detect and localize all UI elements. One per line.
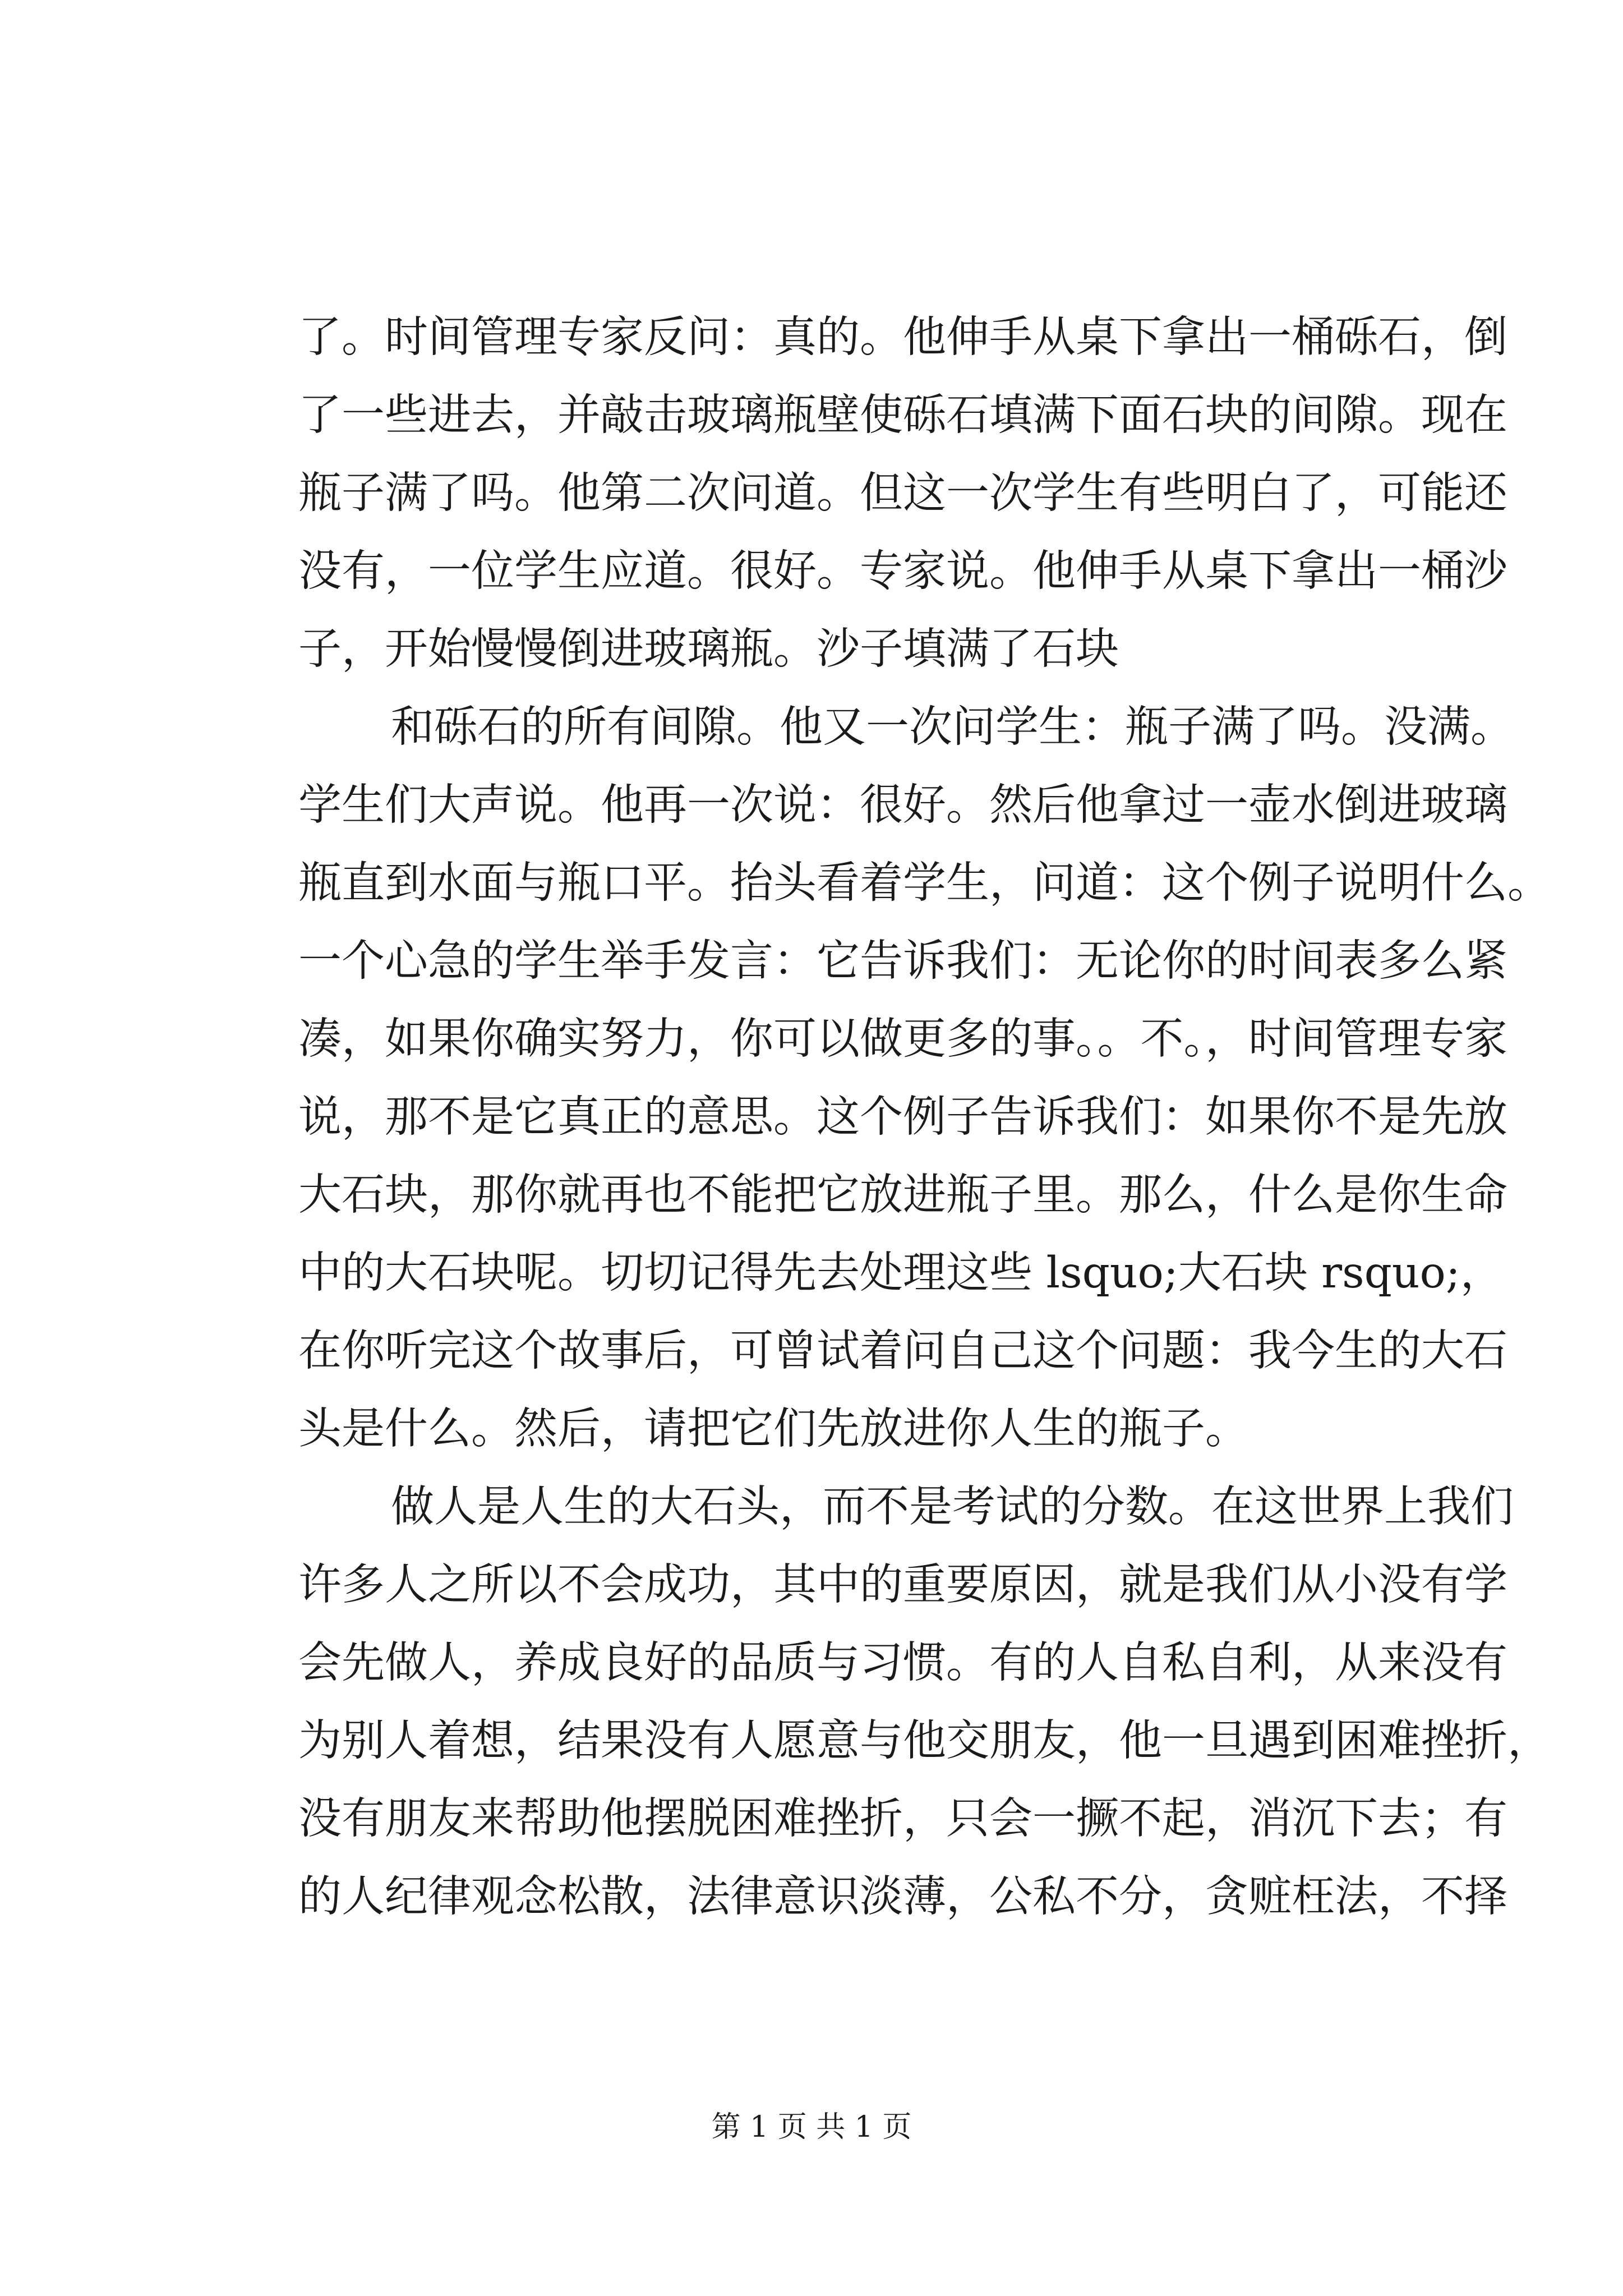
text-line: 大石块，那你就再也不能把它放进瓶子里。那么，什么是你生命 bbox=[298, 1170, 1507, 1220]
paragraph-3 bbox=[298, 1468, 1551, 1936]
text-line: 在你听完这个故事后，可曾试着问自己这个问题：我今生的大石 bbox=[298, 1326, 1507, 1376]
text-line: 为别人着想，结果没有人愿意与他交朋友，他一旦遇到困难挫折， bbox=[298, 1716, 1551, 1766]
text-line: 中的大石块呢。切切记得先去处理这些 lsquo;大石块 rsquo;， bbox=[298, 1248, 1504, 1298]
text-line: 子，开始慢慢倒进玻璃瓶。沙子填满了石块 bbox=[298, 624, 1119, 674]
text-line: 没有朋友来帮助他摆脱困难挫折，只会一撅不起，消沉下去；有 bbox=[298, 1794, 1507, 1844]
text-line: 的人纪律观念松散，法律意识淡薄，公私不分，贪赃枉法，不择 bbox=[298, 1872, 1507, 1922]
document-body bbox=[298, 298, 1551, 1936]
text-line: 许多人之所以不会成功，其中的重要原因，就是我们从小没有学 bbox=[298, 1560, 1507, 1610]
text-line: 了一些进去，并敲击玻璃瓶壁使砾石填满下面石块的间隙。现在 bbox=[298, 390, 1507, 440]
page-number-footer: 第 1 页 共 1 页 bbox=[711, 2110, 912, 2144]
text-line: 凑，如果你确实努力，你可以做更多的事。。不。，时间管理专家 bbox=[298, 1014, 1507, 1064]
paragraph-1 bbox=[298, 298, 1507, 688]
text-line: 没有，一位学生应道。很好。专家说。他伸手从桌下拿出一桶沙 bbox=[298, 546, 1507, 596]
text-line: 瓶子满了吗。他第二次问道。但这一次学生有些明白了，可能还 bbox=[298, 468, 1507, 518]
text-line: 学生们大声说。他再一次说：很好。然后他拿过一壶水倒进玻璃 bbox=[298, 780, 1507, 830]
text-line: 做人是人生的大石头，而不是考试的分数。在这世界上我们 bbox=[391, 1482, 1514, 1532]
text-line: 头是什么。然后，请把它们先放进你人生的瓶子。 bbox=[298, 1404, 1248, 1454]
text-line: 了。时间管理专家反问：真的。他伸手从桌下拿出一桶砾石，倒 bbox=[298, 312, 1507, 362]
text-line: 一个心急的学生举手发言：它告诉我们：无论你的时间表多么紧 bbox=[298, 936, 1507, 986]
text-line: 瓶直到水面与瓶口平。抬头看着学生，问道：这个例子说明什么。 bbox=[298, 858, 1551, 908]
paragraph-2 bbox=[298, 688, 1551, 1468]
text-line: 会先做人，养成良好的品质与习惯。有的人自私自利，从来没有 bbox=[298, 1638, 1507, 1688]
text-line: 说，那不是它真正的意思。这个例子告诉我们：如果你不是先放 bbox=[298, 1092, 1507, 1142]
text-line: 和砾石的所有间隙。他又一次问学生：瓶子满了吗。没满。 bbox=[391, 702, 1514, 752]
